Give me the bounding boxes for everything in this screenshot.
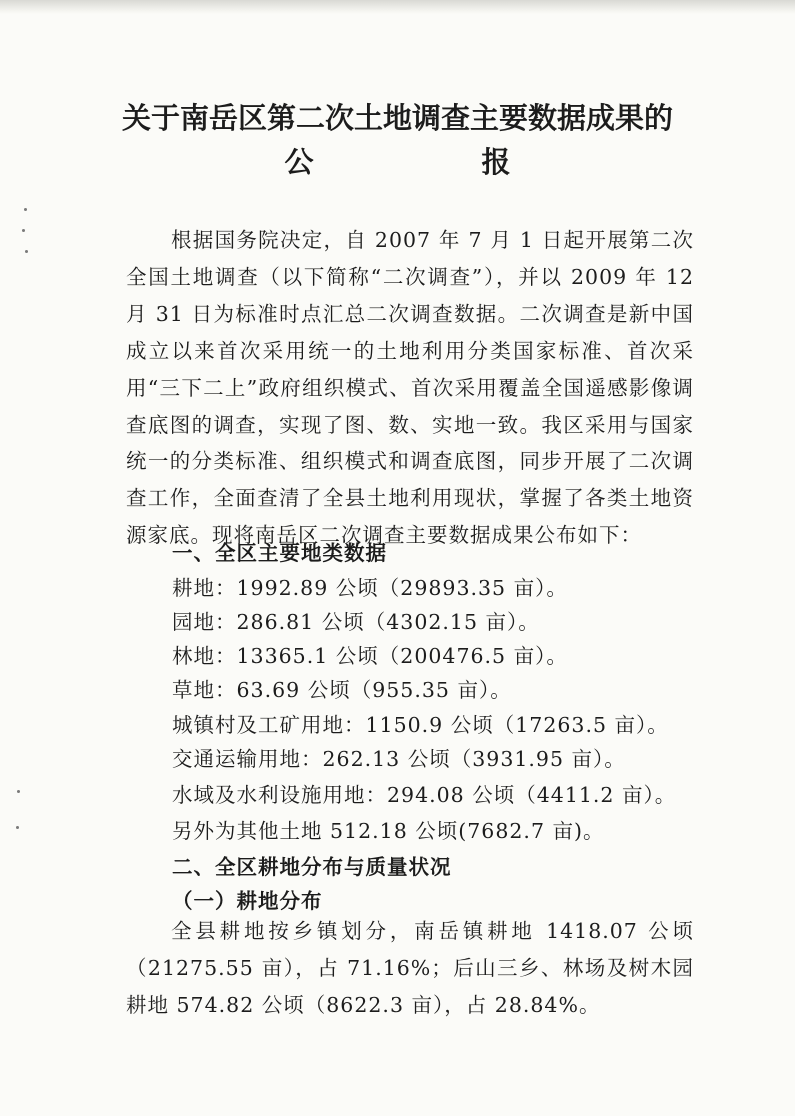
binding-hole-mark <box>22 229 25 232</box>
land-item-forest: 林地：13365.1 公顷（200476.5 亩）。 <box>172 644 568 668</box>
section2-heading: 二、全区耕地分布与质量状况 <box>172 855 452 879</box>
cultivated-distribution-paragraph: 全县耕地按乡镇划分，南岳镇耕地 1418.07 公顷（21275.55 亩），占 71.16%；后山三乡、林场及树木园耕地 574.82 公顷（8622.3 亩），占 28.84%。 <box>126 919 694 1017</box>
land-item-grass: 草地：63.69 公顷（955.35 亩）。 <box>172 678 512 702</box>
title-char-gong: 公 <box>284 145 314 179</box>
document-title: 关于南岳区第二次土地调查主要数据成果的 <box>121 101 673 135</box>
land-item-water: 水域及水利设施用地：294.08 公顷（4411.2 亩）。 <box>172 783 677 807</box>
binding-hole-mark <box>25 250 28 253</box>
land-item-urban: 城镇村及工矿用地：1150.9 公顷（17263.5 亩）。 <box>172 713 669 737</box>
binding-hole-mark <box>24 208 27 211</box>
land-item-cultivated: 耕地：1992.89 公顷（29893.35 亩）。 <box>172 576 568 600</box>
binding-hole-mark <box>17 790 20 793</box>
intro-paragraph: 根据国务院决定，自 2007 年 7 月 1 日起开展第二次全国土地调查（以下简称“二次调查”），并以 2009 年 12 月 31 日为标准时点汇总二次调查数据。二次调查是新中国成立以来首次采用统一的土地利用分类国家标准、首次采用“三下二上”政府组织模式、首次采用覆盖全国遥感影像调查底图的调查，实现了图、数、实地一致。我区采用与国家统一的分类标准、组织模式和调查底图，同步开展了二次调查工作，全面查清了全县土地利用现状，掌握了各类土地资源家底。现将南岳区二次调查主要数据成果公布如下： <box>126 228 694 548</box>
land-item-garden: 园地：286.81 公顷（4302.15 亩）。 <box>172 610 540 634</box>
land-item-other: 另外为其他土地 512.18 公顷(7682.7 亩)。 <box>172 819 605 843</box>
title-char-bao: 报 <box>481 145 511 179</box>
section1-heading: 一、全区主要地类数据 <box>172 541 387 565</box>
section2-subheading: （一）耕地分布 <box>172 889 323 913</box>
document-title-line2 <box>0 140 795 181</box>
binding-hole-mark <box>16 826 19 829</box>
land-item-transport: 交通运输用地：262.13 公顷（3931.95 亩）。 <box>172 747 626 771</box>
scan-edge-shadow <box>0 0 795 14</box>
